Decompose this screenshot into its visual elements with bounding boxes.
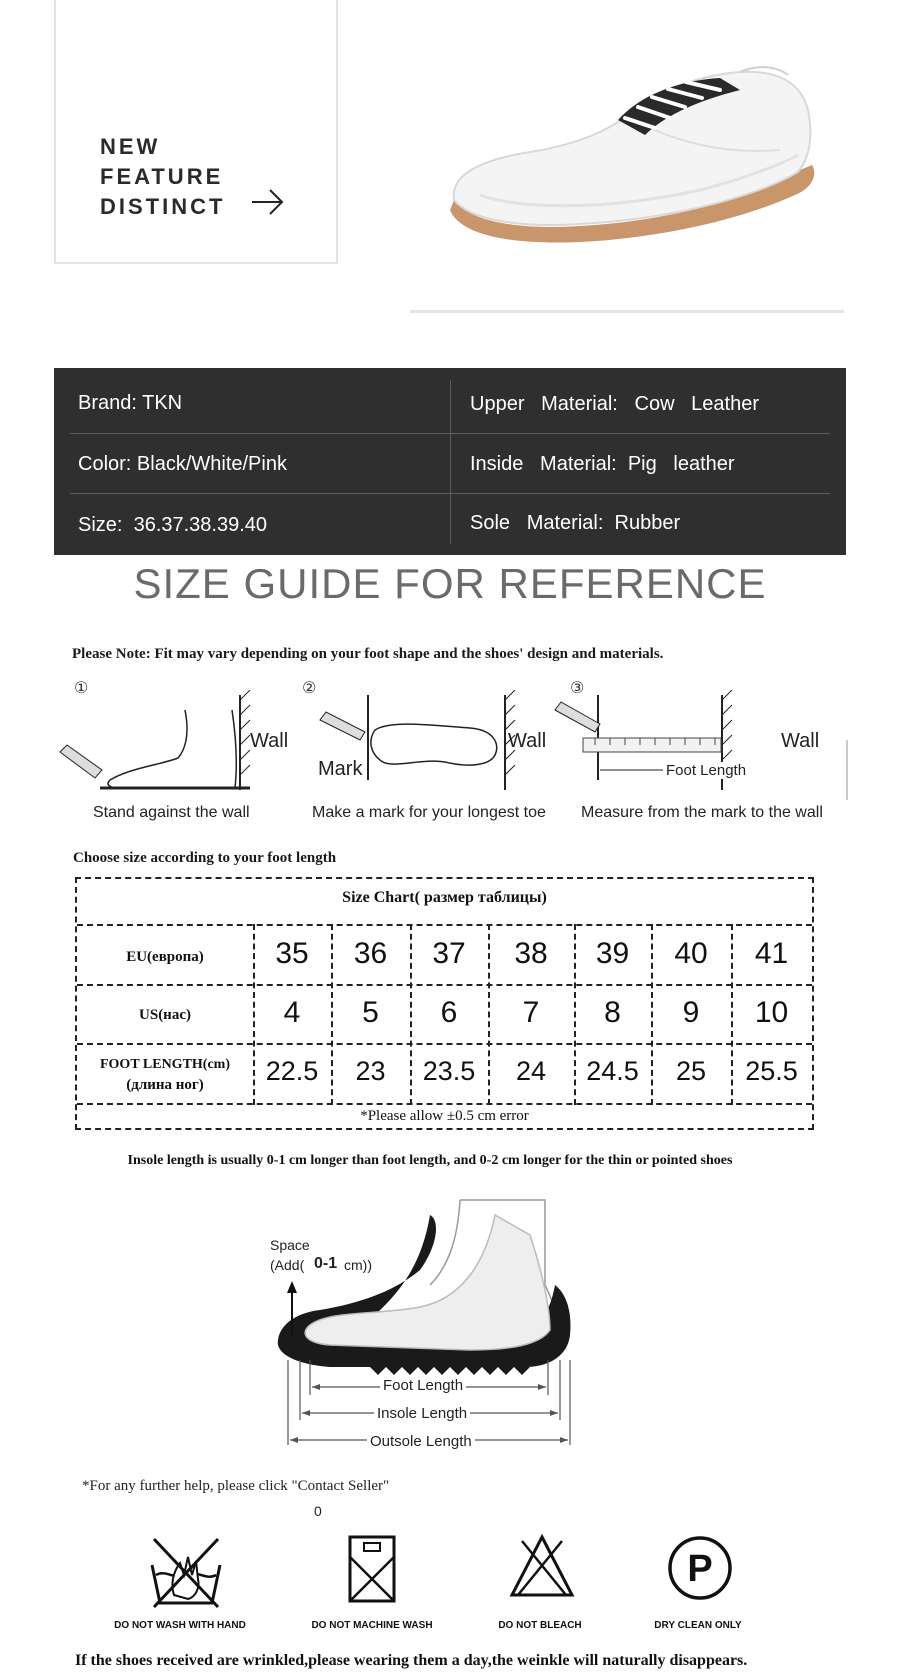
spec-brand: Brand: TKN [78,392,183,414]
white-oxford-shoe-image [440,60,820,260]
chart-divider [77,1103,812,1105]
chart-divider [77,984,812,986]
size-guide-title: SIZE GUIDE FOR REFERENCE [133,560,767,607]
step-number: ③ [570,678,585,697]
row-label-foot-length-ru: (длина ног) [126,1077,204,1093]
hero-line-feature: FEATURE [100,164,224,189]
spec-inside-material: Inside Material: Pig leather [470,453,735,475]
size-error-note: *Please allow ±0.5 cm error [360,1108,529,1124]
chart-divider [77,924,812,926]
mark-label: Mark [318,758,363,780]
spec-color: Color: Black/White/Pink [78,453,287,475]
outsole-length-dim-label: Outsole Length [367,1433,475,1450]
size-chart-title: Size Chart( размер таблицы) [342,889,547,906]
spec-divider [70,493,830,494]
arrow-right-icon[interactable] [250,187,286,217]
spec-table [54,368,846,555]
chart-cell: 39 [595,937,630,970]
chart-divider [77,1043,812,1045]
chart-cell: 24 [515,1056,547,1086]
space-label: Space [270,1237,310,1253]
chart-cell: 4 [283,996,301,1029]
wall-label-step1: Wall [250,730,289,752]
chart-cell: 38 [514,937,548,970]
chart-cell: 23.5 [422,1056,476,1086]
step-number: ② [302,678,317,697]
hero-line-new: NEW [100,134,161,159]
chart-cell: 35 [275,937,309,970]
chart-cell: 10 [754,996,789,1029]
chart-cell: 24.5 [586,1056,639,1086]
chart-cell: 7 [522,996,540,1029]
chart-cell: 40 [674,937,708,970]
foot-length-label: Foot Length [663,762,749,779]
fit-note: Please Note: Fit may vary depending on your foot shape and the shoes' design and materials. [72,646,664,662]
chart-cell: 41 [754,937,789,970]
care-label-dry-clean-only: DRY CLEAN ONLY [654,1620,742,1631]
spec-divider [70,433,830,434]
insole-length-note: Insole length is usually 0-1 cm longer than foot length, and 0-2 cm longer for the thin or pointed shoes [127,1153,733,1168]
machine-wash-crossed-icon [348,1535,396,1603]
dry-clean-icon [667,1535,733,1601]
wrinkle-note: If the shoes received are wrinkled,please wearing them a day,the weinkle will naturally disappears. [75,1652,748,1669]
step1-drawing [60,690,250,790]
space-add-value: 0-1 [314,1255,338,1272]
hero-divider [410,310,844,313]
bleach-crossed-icon [508,1533,576,1601]
space-add-suffix: cm)) [344,1257,372,1273]
row-label-foot-length: FOOT LENGTH(cm) [99,1057,231,1072]
wall-label-step2: Wall [508,730,547,752]
space-add-prefix: (Add( [270,1257,305,1273]
chart-cell: 9 [682,996,700,1029]
spec-sole-material: Sole Material: Rubber [470,512,681,534]
contact-seller-note: *For any further help, please click "Contact Seller" [82,1478,390,1494]
insole-length-dim-label: Insole Length [374,1405,470,1422]
chart-cell: 37 [432,937,466,970]
chart-cell: 6 [440,996,458,1029]
chart-cell: 23 [355,1056,386,1086]
chart-cell: 8 [604,996,621,1029]
foot-measure-steps-illustration [50,690,850,800]
wall-label-step3: Wall [781,730,820,752]
spec-size: Size: 36.37.38.39.40 [78,514,268,536]
chart-cell: 25.5 [745,1056,798,1086]
hero-line-distinct: DISTINCT [100,194,226,219]
step3-caption: Measure from the mark to the wall [581,804,823,821]
row-label-eu: EU(европа) [126,949,204,965]
step-number: ① [74,678,89,697]
step1-caption: Stand against the wall [93,804,250,821]
spec-upper-material: Upper Material: Cow Leather [470,393,760,415]
step2-caption: Make a mark for your longest toe [312,804,546,821]
chart-cell: 22.5 [265,1056,319,1086]
row-label-us: US(нас) [139,1007,191,1023]
foot-length-dim-label: Foot Length [380,1377,466,1394]
hero-feature-box [54,0,338,264]
care-label-no-machine-wash: DO NOT MACHINE WASH [311,1620,433,1631]
hand-wash-crossed-icon [148,1535,224,1609]
chart-cell: 25 [675,1056,707,1086]
svg-text:P: P [687,1548,713,1590]
size-chart-table [75,877,814,1130]
chart-cell: 5 [362,996,379,1029]
spec-divider-vertical [450,380,451,544]
care-label-no-hand-wash: DO NOT WASH WITH HAND [114,1620,246,1631]
care-label-no-bleach: DO NOT BLEACH [498,1620,582,1631]
chart-cell: 36 [353,937,388,970]
stray-zero-text: 0 [314,1503,322,1519]
choose-size-note: Choose size according to your foot length [73,850,337,866]
